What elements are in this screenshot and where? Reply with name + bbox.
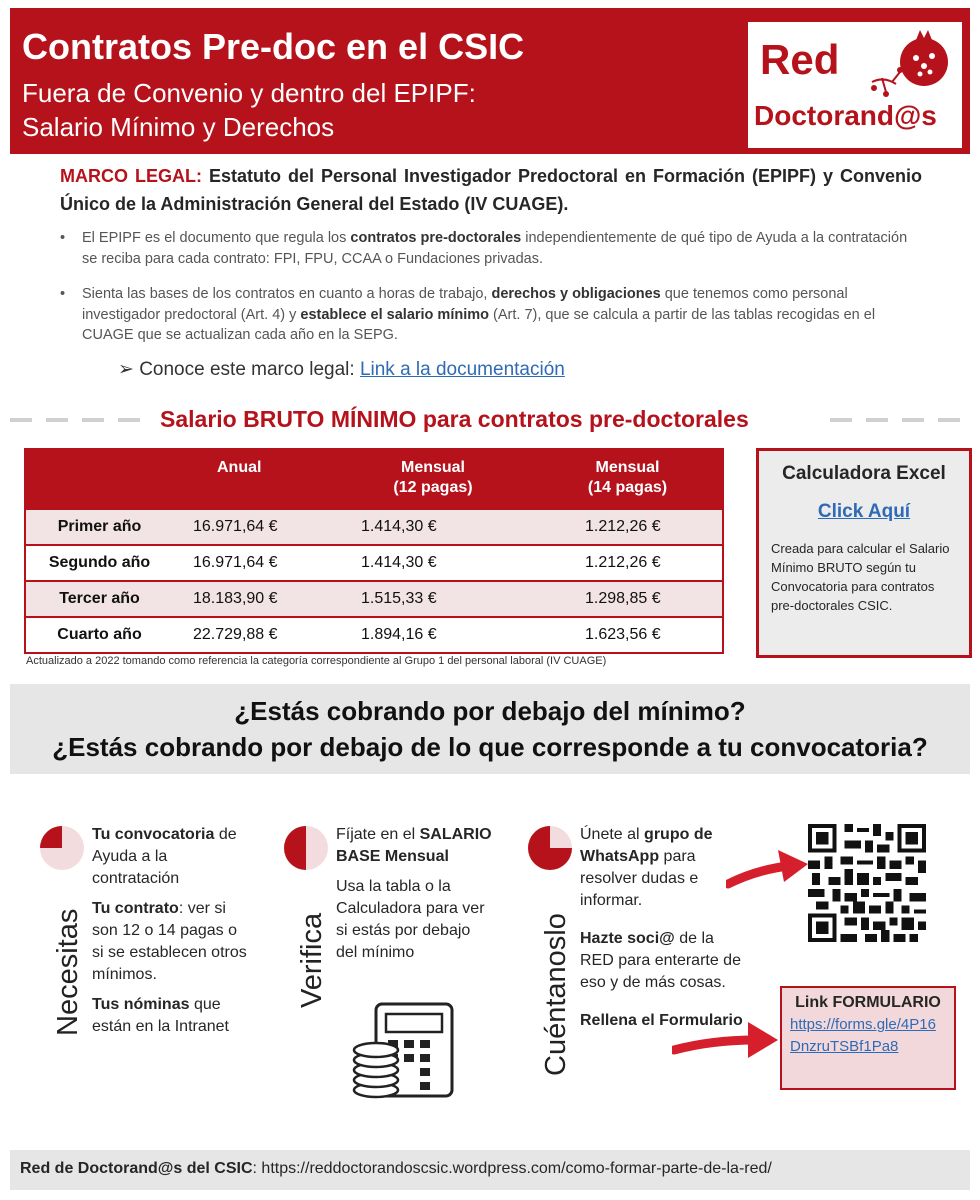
footer-text	[20, 1160, 772, 1178]
step-label-cuentanoslo: Cuéntanoslo	[540, 913, 572, 1076]
cell-anual: 16.971,64 €	[173, 509, 333, 545]
table-row	[25, 545, 723, 581]
row-label: Segundo año	[25, 545, 173, 581]
question-2: ¿Estás cobrando por debajo de lo que corresponde a tu convocatoria?	[52, 732, 928, 762]
step-necesitas-text: Tu convocatoria de Ayuda a la contratación Tu contrato: ver si son 12 o 14 pagas o si se establecen otros mínimos. Tus nóminas que están en la Intranet	[92, 826, 247, 1035]
cell-mensual-12: 1.414,30 €	[333, 509, 533, 545]
page-subtitle-line2: Salario Mínimo y Derechos	[22, 112, 335, 142]
formulario-link[interactable]: https://forms.gle/4P16DnzruTSBf1Pa8	[790, 1016, 936, 1055]
whatsapp-qr-code[interactable]	[808, 824, 926, 942]
table-header-anual: Anual	[173, 449, 333, 509]
red-arrow-icon	[726, 840, 810, 900]
cell-mensual-14: 1.212,26 €	[533, 509, 723, 545]
logo-text-red: Red	[760, 36, 840, 83]
marco-legal-label: MARCO LEGAL:	[60, 166, 202, 186]
table-row	[25, 617, 723, 653]
bullet-text: El EPIPF es el documento que regula los	[82, 230, 351, 246]
step-label-verifica: Verifica	[296, 912, 328, 1008]
footer-url[interactable]: : https://reddoctorandoscsic.wordpress.com/como-formar-parte-de-la-red/	[252, 1160, 772, 1177]
row-label: Cuarto año	[25, 617, 173, 653]
cell-mensual-14: 1.212,26 €	[533, 545, 723, 581]
bullet-text: independientemente de qué tipo de Ayuda a la contratación se reciba para cada contrato: FPI, FPU, CCAA o Fundaciones privadas.	[82, 230, 908, 267]
salario-table	[24, 448, 724, 654]
logo-text-doctorandos: Doctorand@s	[754, 100, 937, 131]
conoce-text: Conoce este marco legal:	[139, 359, 360, 380]
bullet-bold: derechos y obligaciones	[491, 286, 661, 302]
conoce-marco-legal	[118, 358, 565, 381]
row-label: Tercer año	[25, 581, 173, 617]
cell-mensual-12: 1.515,33 €	[333, 581, 533, 617]
calculadora-link[interactable]: Click Aquí	[817, 501, 911, 522]
table-header-row	[25, 449, 723, 509]
page-title: Contratos Pre-doc en el CSIC	[22, 26, 525, 67]
bullet-text: (Art. 7), que se calcula a partir de las tablas recogidas en el CUAGE que se actualizan cada año en la SEPG.	[82, 306, 876, 343]
bullet-bold: establece el salario mínimo	[300, 306, 489, 323]
calculadora-box	[756, 448, 972, 658]
table-row	[25, 581, 723, 617]
cell-anual: 22.729,88 €	[173, 617, 333, 653]
table-header-mensual-12: Mensual (12 pagas)	[333, 449, 533, 509]
bullet-item	[60, 284, 922, 346]
cell-mensual-14: 1.623,56 €	[533, 617, 723, 653]
bullet-text: Sienta las bases de los contratos en cuanto a horas de trabajo,	[82, 286, 492, 302]
step-verifica-text: Fíjate en el SALARIO BASE Mensual Usa la tabla o la Calculadora para ver si estás por debajo del mínimo	[336, 826, 492, 961]
cell-mensual-12: 1.414,30 €	[333, 545, 533, 581]
footer-bar	[10, 1150, 970, 1190]
documentacion-link[interactable]: Link a la documentación	[359, 359, 565, 380]
header-banner	[10, 8, 970, 154]
row-label: Primer año	[25, 509, 173, 545]
cell-mensual-12: 1.894,16 €	[333, 617, 533, 653]
table-note: Actualizado a 2022 tomando como referencia la categoría correspondiente al Grupo 1 del personal laboral (IV CUAGE)	[26, 655, 607, 667]
table-header-empty	[25, 449, 173, 509]
cell-anual: 16.971,64 €	[173, 545, 333, 581]
salario-title: Salario BRUTO MÍNIMO para contratos pre-doctorales	[160, 406, 749, 432]
pie-quarter-icon	[40, 826, 84, 870]
table-header-mensual-14: Mensual (14 pagas)	[533, 449, 723, 509]
calculator-coins-icon	[350, 1000, 460, 1100]
bullet-item	[60, 228, 922, 269]
question-banner	[10, 684, 970, 774]
bullet-bold: contratos pre-doctorales	[350, 230, 522, 246]
question-1: ¿Estás cobrando por debajo del mínimo?	[234, 696, 746, 726]
bullet-text: que tenemos como personal investigador predoctoral (Art. 4) y	[82, 286, 848, 323]
pomegranate-icon	[866, 26, 958, 100]
step-label-necesitas: Necesitas	[52, 908, 84, 1036]
red-arrow-icon	[672, 1014, 780, 1066]
red-doctorandos-logo	[748, 22, 962, 148]
marco-legal	[60, 162, 922, 218]
page-subtitle-line1: Fuera de Convenio y dentro del EPIPF:	[22, 78, 476, 108]
table-row	[25, 509, 723, 545]
formulario-title: Link FORMULARIO	[795, 994, 941, 1011]
step-cuentanoslo-text: Únete al grupo de WhatsApp para resolver dudas e informar. Hazte soci@ de la RED para enterarte de eso y de más cosas. Rellena el Formulario	[580, 826, 743, 1029]
dashed-divider-right	[830, 418, 970, 422]
pie-half-icon	[284, 826, 328, 870]
calculadora-description: Creada para calcular el Salario Mínimo BRUTO según tu Convocatoria para contratos pre-doctorales CSIC.	[771, 541, 950, 613]
pie-three-quarter-icon	[528, 826, 572, 870]
calculadora-title: Calculadora Excel	[782, 463, 946, 484]
cell-anual: 18.183,90 €	[173, 581, 333, 617]
footer-label: Red de Doctorand@s del CSIC	[20, 1160, 253, 1177]
marco-legal-text: Estatuto del Personal Investigador Predoctoral en Formación (EPIPF) y Convenio Único de la Administración General del Estado (IV CUAGE).	[60, 166, 923, 214]
cell-mensual-14: 1.298,85 €	[533, 581, 723, 617]
bullet-dot-icon: •	[60, 286, 66, 302]
formulario-box	[780, 986, 956, 1090]
dashed-divider-left	[10, 418, 150, 422]
bullet-dot-icon: •	[60, 230, 66, 246]
arrow-bullet-icon: ➢	[118, 359, 134, 380]
